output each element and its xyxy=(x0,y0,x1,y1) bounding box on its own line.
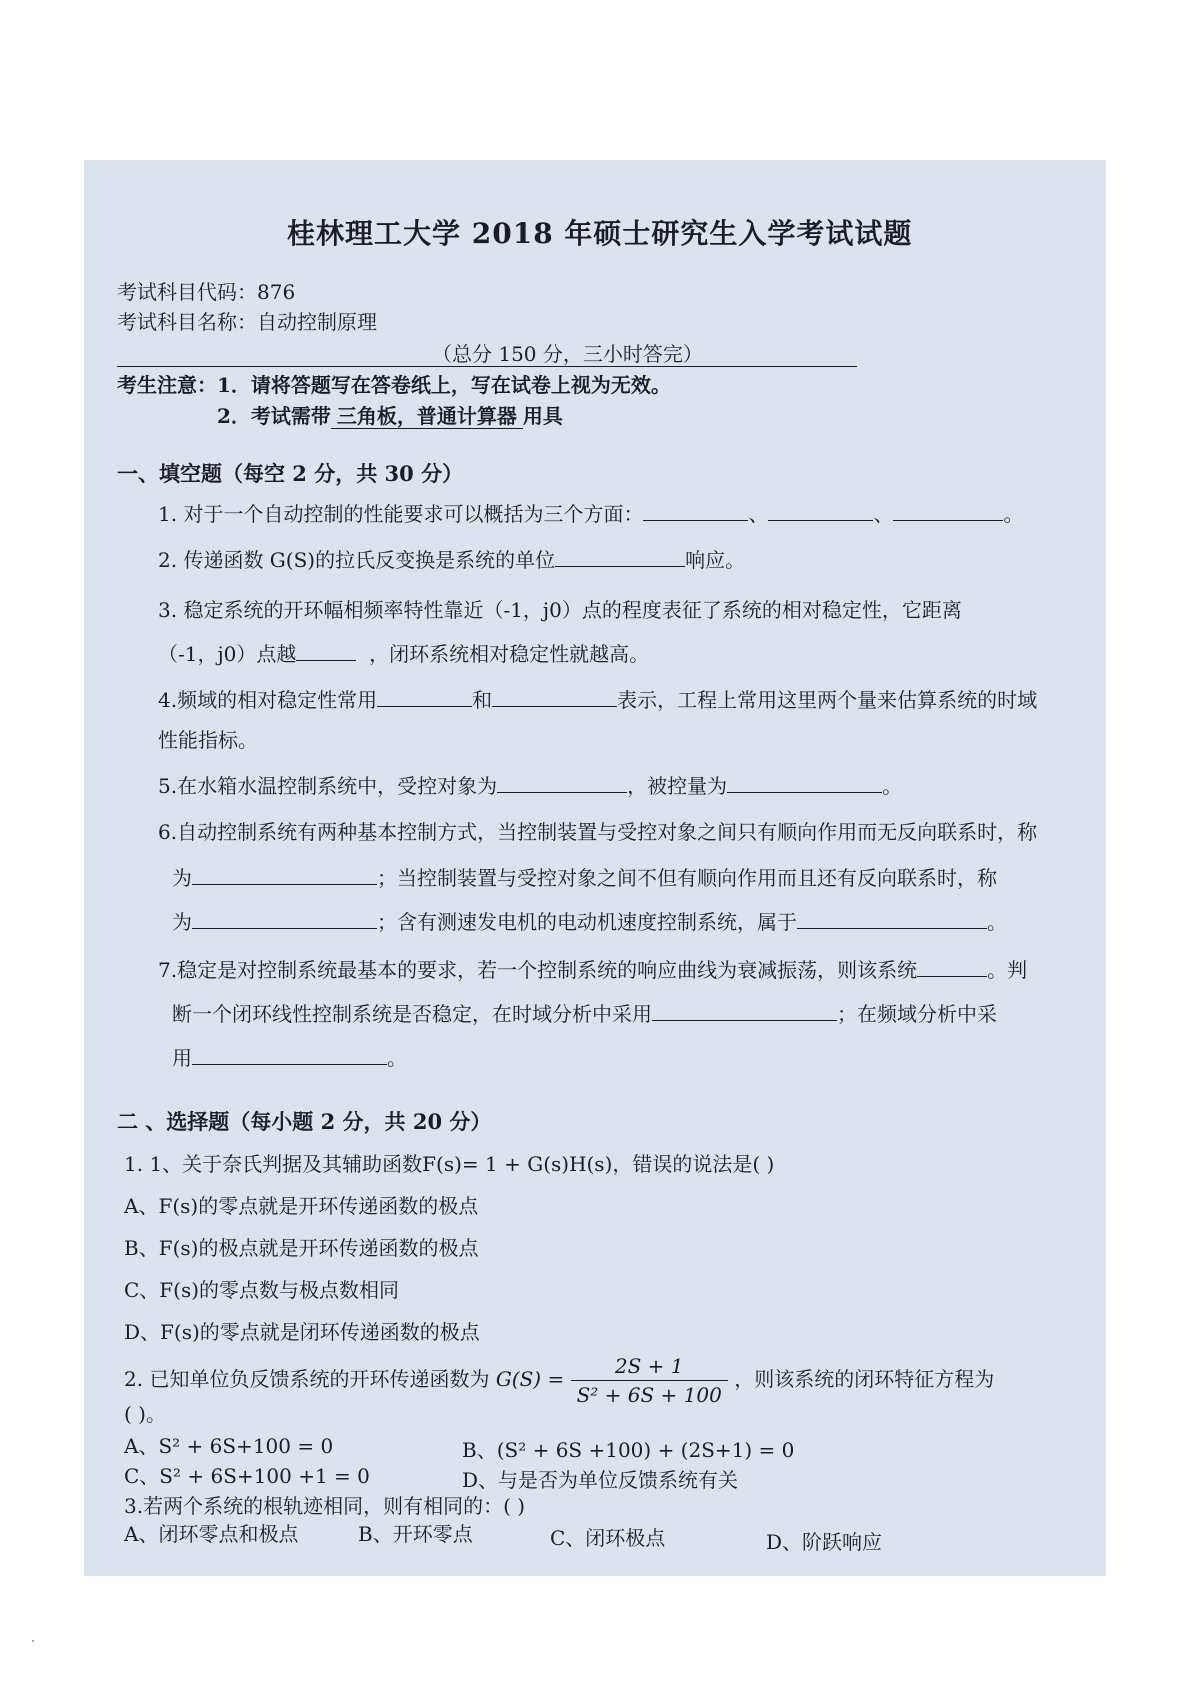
choice-q2-option-d[interactable]: D、与是否为单位反馈系统有关 xyxy=(462,1468,739,1492)
fill-q1-text: 1. 对于一个自动控制的性能要求可以概括为三个方面： xyxy=(158,502,644,526)
choice-q3-option-a[interactable]: A、闭环零点和极点 xyxy=(124,1522,299,1546)
page-title: 桂林理工大学 2018 年硕士研究生入学考试试题 xyxy=(287,217,913,250)
fill-question-3: 3. 稳定系统的开环幅相频率特性靠近（-1，j0）点的程度表征了系统的相对稳定性，它距离 xyxy=(158,598,962,622)
choice-q3-option-d[interactable]: D、阶跃响应 xyxy=(766,1530,883,1554)
choice-q2-option-a[interactable]: A、S² + 6S+100 = 0 xyxy=(124,1434,334,1458)
choice-q1-option-c[interactable]: C、F(s)的零点数与极点数相同 xyxy=(124,1278,400,1302)
choice-q1-option-b[interactable]: B、F(s)的极点就是开环传递函数的极点 xyxy=(124,1236,479,1260)
answer-blank[interactable] xyxy=(643,499,748,521)
answer-blank[interactable] xyxy=(497,771,627,793)
fill-q7-end: 。 xyxy=(387,1046,407,1070)
fill-q6-text: 为 xyxy=(172,866,192,890)
choice-q2-option-b[interactable]: B、(S² + 6S +100) + (2S+1) = 0 xyxy=(462,1438,795,1462)
transfer-function-fraction xyxy=(571,1354,728,1407)
fill-q1-sep: 、 xyxy=(748,502,769,526)
fill-q6-text-mid: ；含有测速发电机的电动机速度控制系统，属于 xyxy=(377,910,797,934)
answer-blank[interactable] xyxy=(296,639,356,661)
fill-question-5 xyxy=(158,770,902,799)
choice-q2-option-c[interactable]: C、S² + 6S+100 +1 = 0 xyxy=(124,1464,370,1488)
answer-blank[interactable] xyxy=(192,863,377,885)
choice-question-1: 1. 1、关于奈氏判据及其辅助函数F(s)= 1 + G(s)H(s)，错误的说法是( ) xyxy=(124,1152,775,1176)
answer-blank[interactable] xyxy=(727,771,882,793)
fill-question-3-cont xyxy=(158,638,649,667)
notice-label: 考生注意： xyxy=(117,373,217,397)
fill-q6-text: 为 xyxy=(172,910,192,934)
choice-q2-text-end: ，则该系统的闭环特征方程为 xyxy=(734,1367,995,1391)
choice-q3-option-c[interactable]: C、闭环极点 xyxy=(550,1526,666,1550)
fill-q2-end: 响应。 xyxy=(685,548,746,572)
fill-question-4-cont: 性能指标。 xyxy=(158,728,258,752)
answer-blank[interactable] xyxy=(917,955,987,977)
answer-blank[interactable] xyxy=(192,1043,387,1065)
fill-q3-text-end: ，闭环系统相对稳定性就越高。 xyxy=(369,642,650,666)
fill-question-1 xyxy=(158,498,1023,527)
fill-question-2 xyxy=(158,544,745,573)
fill-q4-text-end: 表示，工程上常用这里两个量来估算系统的时域 xyxy=(617,688,1038,712)
notice-item-2 xyxy=(217,400,563,429)
fill-q7-text-end: 。判 xyxy=(987,958,1028,982)
answer-blank[interactable] xyxy=(192,907,377,929)
choice-q1-option-d[interactable]: D、F(s)的零点就是闭环传递函数的极点 xyxy=(124,1320,480,1344)
fill-question-7-cont2 xyxy=(172,1042,407,1071)
choice-question-3: 3.若两个系统的根轨迹相同，则有相同的：( ) xyxy=(124,1494,526,1518)
notice-item-2-prefix: 2．考试需带 xyxy=(217,404,331,428)
fill-q5-text: 5.在水箱水温控制系统中，受控对象为 xyxy=(158,774,498,798)
fill-question-6-cont xyxy=(172,862,997,891)
answer-blank[interactable] xyxy=(555,545,685,567)
header-divider xyxy=(117,366,857,367)
answer-blank[interactable] xyxy=(797,907,987,929)
answer-blank[interactable] xyxy=(768,499,873,521)
choice-q1-option-a[interactable]: A、F(s)的零点就是开环传递函数的极点 xyxy=(124,1194,479,1218)
total-score: （总分 150 分，三小时答完） xyxy=(432,342,703,366)
fill-q6-end: 。 xyxy=(987,910,1007,934)
choice-q2-text: 2. 已知单位负反馈系统的开环传递函数为 xyxy=(124,1367,490,1391)
fill-q5-text-mid: ，被控量为 xyxy=(627,774,728,798)
choice-q2-answer-paren: ( )。 xyxy=(124,1402,166,1426)
fill-q3-text: （-1，j0）点越 xyxy=(158,642,297,666)
subject-code: 考试科目代码：876 xyxy=(117,280,296,304)
fill-question-4 xyxy=(158,684,1037,713)
fraction-numerator: 2S + 1 xyxy=(571,1354,728,1381)
fill-q7-text: 用 xyxy=(172,1046,192,1070)
subject-name: 考试科目名称：自动控制原理 xyxy=(117,310,377,334)
fill-question-6: 6.自动控制系统有两种基本控制方式，当控制装置与受控对象之间只有顺向作用而无反向联系时，称 xyxy=(158,820,1038,844)
section-2-heading: 二 、选择题（每小题 2 分，共 20 分） xyxy=(117,1109,492,1134)
scan-speck xyxy=(32,1640,34,1642)
answer-blank[interactable] xyxy=(652,999,837,1021)
answer-blank[interactable] xyxy=(893,499,1003,521)
fill-q4-text: 4.频域的相对稳定性常用 xyxy=(158,688,378,712)
fill-question-6-cont2 xyxy=(172,906,1007,935)
answer-blank[interactable] xyxy=(377,685,472,707)
fill-q4-and: 和 xyxy=(472,688,493,712)
fill-q1-sep: 、 xyxy=(873,502,894,526)
answer-blank[interactable] xyxy=(492,685,617,707)
notice-item-2-tools: 三角板，普通计算器 xyxy=(331,404,523,429)
fill-q7-text-end: ；在频域分析中采 xyxy=(837,1002,997,1026)
choice-q3-option-b[interactable]: B、开环零点 xyxy=(358,1522,473,1546)
notice-item-2-suffix: 用具 xyxy=(522,404,563,428)
transfer-function-label: G(S) = xyxy=(495,1367,565,1391)
fill-q7-text: 7.稳定是对控制系统最基本的要求，若一个控制系统的响应曲线为衰减振荡，则该系统 xyxy=(158,958,918,982)
fill-q6-text-mid: ；当控制装置与受控对象之间不但有顺向作用而且还有反向联系时，称 xyxy=(377,866,997,890)
fill-q7-text: 断一个闭环线性控制系统是否稳定，在时域分析中采用 xyxy=(172,1002,652,1026)
fill-question-7 xyxy=(158,954,1027,983)
notice-item-1: 1．请将答题写在答卷纸上，写在试卷上视为无效。 xyxy=(217,373,671,397)
fill-q2-text: 2. 传递函数 G(S)的拉氏反变换是系统的单位 xyxy=(158,548,556,572)
fill-question-7-cont xyxy=(172,998,997,1027)
fraction-denominator: S² + 6S + 100 xyxy=(576,1383,722,1407)
fill-q5-end: 。 xyxy=(882,774,903,798)
choice-question-2 xyxy=(124,1354,994,1407)
section-1-heading: 一、填空题（每空 2 分，共 30 分） xyxy=(117,461,464,486)
fill-q1-end: 。 xyxy=(1003,502,1024,526)
